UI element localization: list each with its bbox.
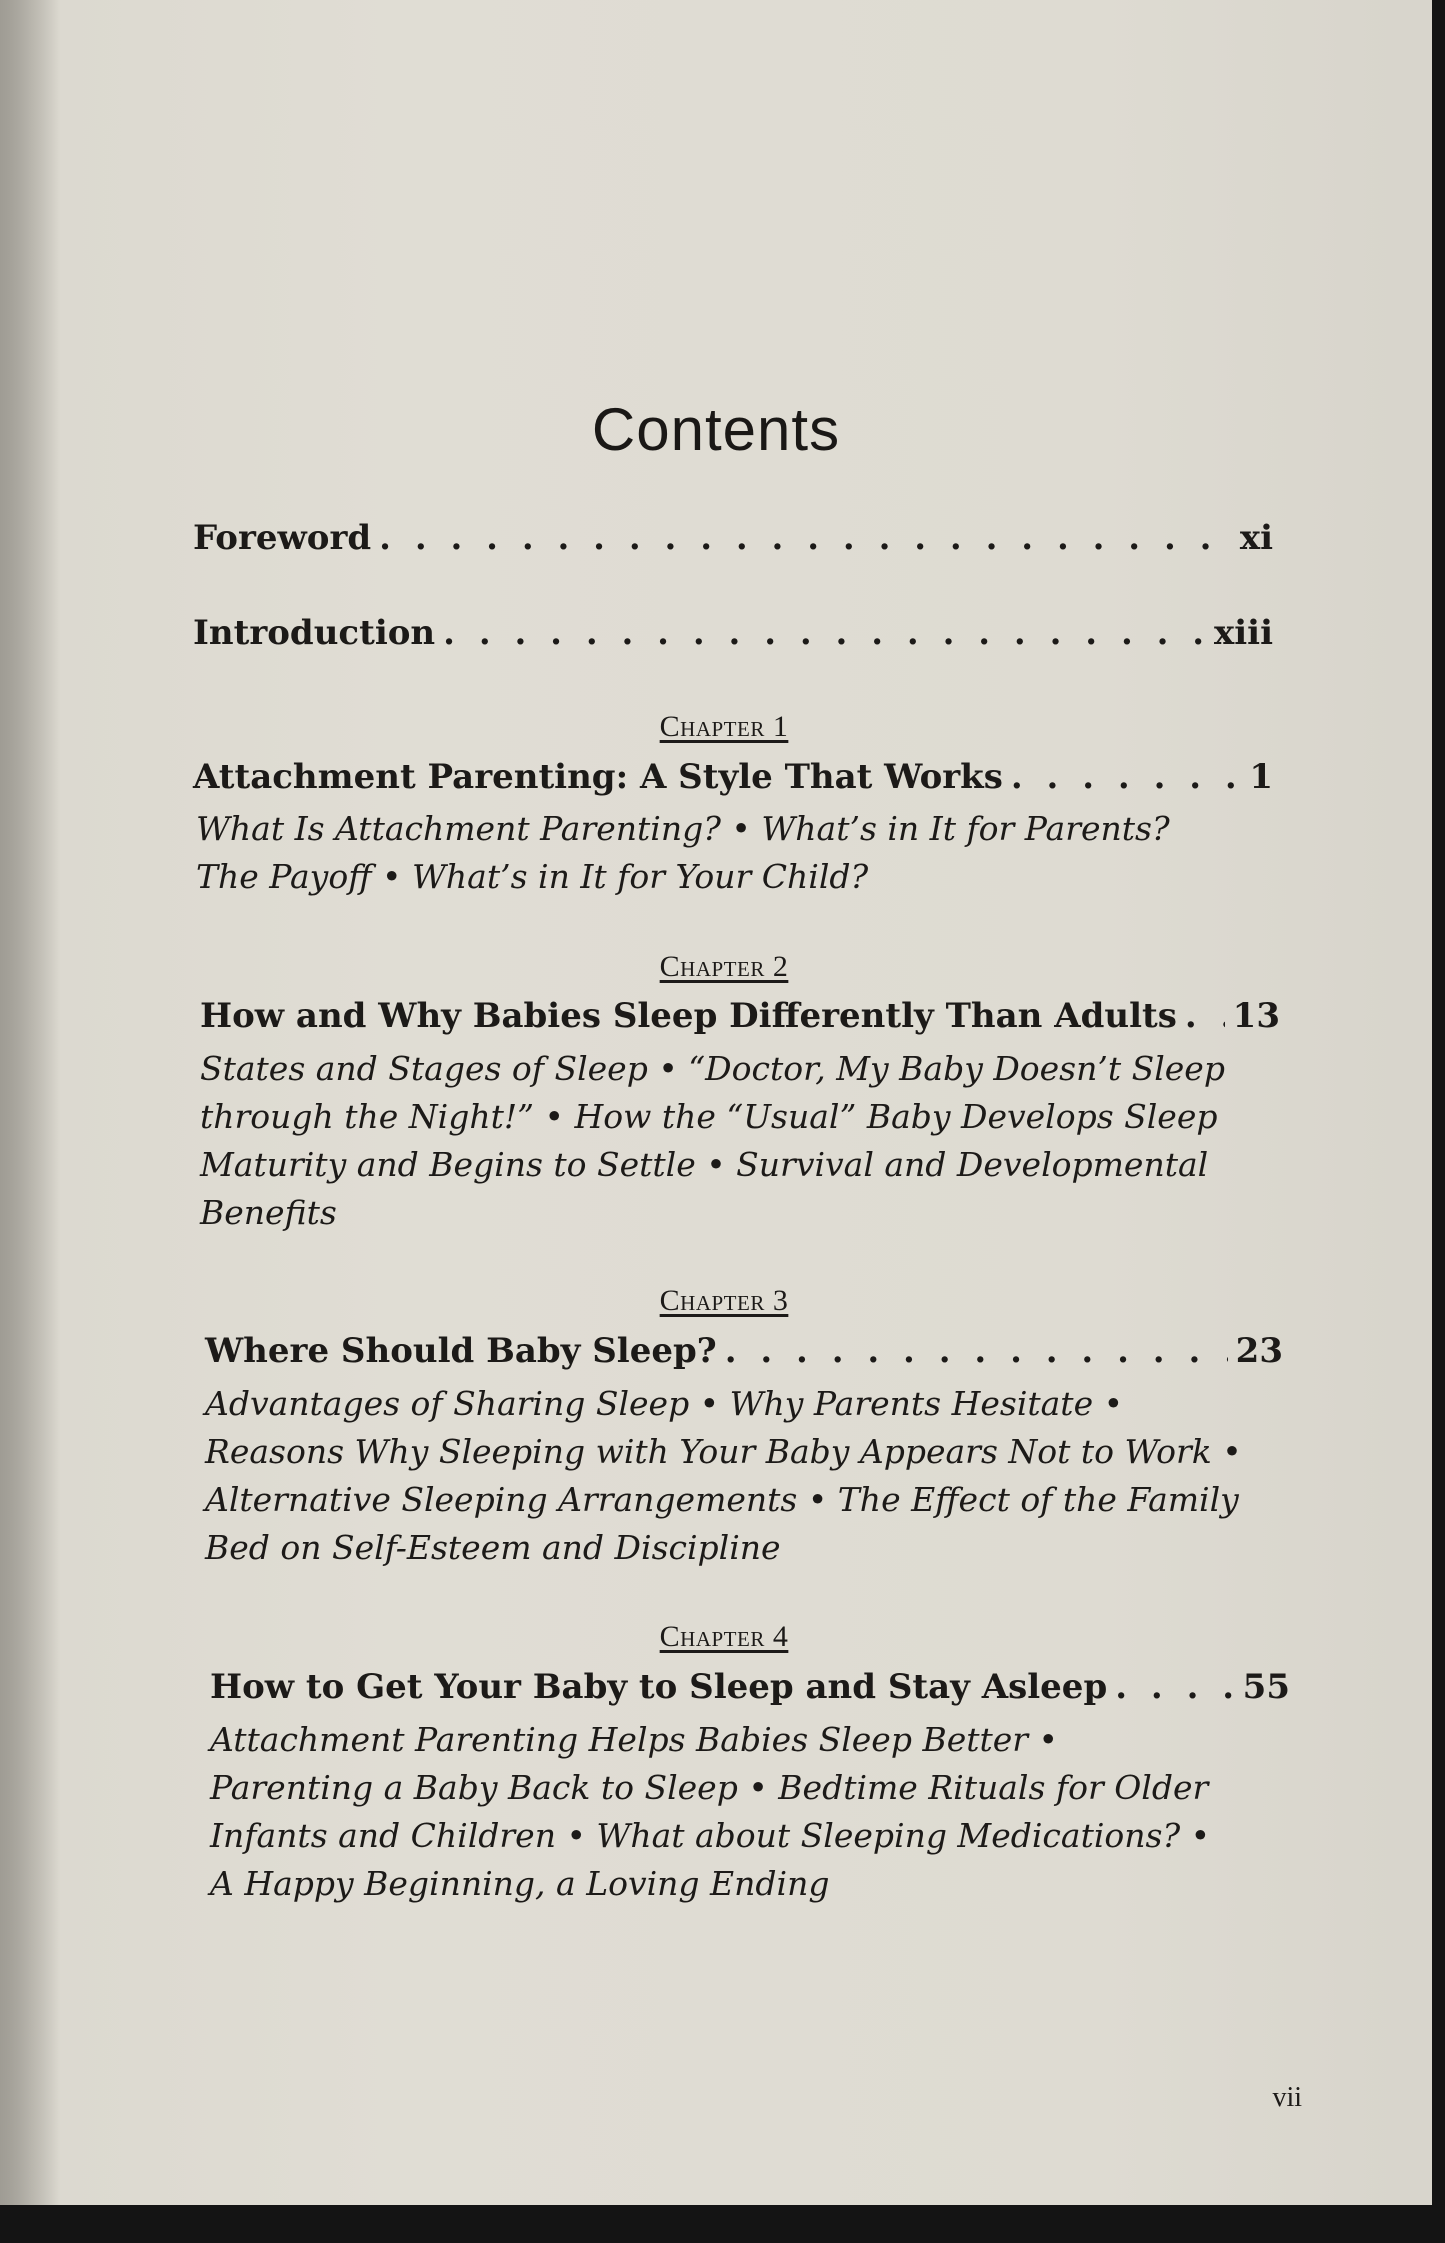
dot-leader: [443, 613, 1206, 653]
page-title: Contents: [591, 396, 841, 463]
entry-page-number: 23: [1235, 1331, 1283, 1371]
entry-label: Foreword: [193, 518, 372, 558]
subtopic-line: Benefits: [200, 1193, 337, 1232]
subtopic-line: Attachment Parenting Helps Babies Sleep Better •: [210, 1720, 1059, 1759]
chapter-subtopics: [200, 1045, 1280, 1237]
chapter-subtopics: [205, 1380, 1285, 1572]
chapter-title: Where Should Baby Sleep?: [205, 1331, 717, 1371]
subtopic-line: Advantages of Sharing Sleep • Why Parents Hesitate •: [205, 1384, 1124, 1423]
toc-entry-chapter-3[interactable]: [205, 1331, 1283, 1371]
entry-page-number: xiii: [1213, 613, 1273, 653]
entry-label: Introduction: [193, 613, 436, 653]
dot-leader: [1115, 1667, 1234, 1707]
subtopic-line: Maturity and Begins to Settle • Survival and Developmental: [200, 1145, 1209, 1184]
toc-entry-chapter-1[interactable]: [193, 757, 1273, 797]
subtopic-line: Parenting a Baby Back to Sleep • Bedtime Rituals for Older: [210, 1768, 1209, 1807]
dot-leader: [1185, 996, 1225, 1036]
subtopic-line: Reasons Why Sleeping with Your Baby Appears Not to Work •: [205, 1432, 1242, 1471]
chapter-label: Chapter 4: [659, 1620, 789, 1653]
dot-leader: [379, 518, 1232, 558]
chapter-label: Chapter 1: [659, 710, 789, 743]
page-number: vii: [1272, 2082, 1302, 2113]
chapter-subtopics: [196, 805, 1276, 901]
toc-entry-chapter-2[interactable]: [200, 996, 1280, 1036]
subtopic-line: Alternative Sleeping Arrangements • The Effect of the Family: [205, 1480, 1239, 1519]
chapter-title: How and Why Babies Sleep Differently Than Adults: [200, 996, 1177, 1036]
subtopic-line: The Payoff • What’s in It for Your Child?: [196, 857, 869, 896]
subtopic-line: A Happy Beginning, a Loving Ending: [210, 1864, 830, 1903]
entry-page-number: 55: [1242, 1667, 1290, 1707]
subtopic-line: through the Night!” • How the “Usual” Baby Develops Sleep: [200, 1097, 1218, 1136]
chapter-subtopics: [210, 1716, 1290, 1908]
entry-page-number: xi: [1239, 518, 1273, 558]
toc-entry-chapter-4[interactable]: [210, 1667, 1290, 1707]
chapter-label: Chapter 3: [659, 1284, 789, 1317]
dot-leader: [725, 1331, 1228, 1371]
entry-page-number: 1: [1249, 757, 1273, 797]
subtopic-line: What Is Attachment Parenting? • What’s in It for Parents?: [196, 809, 1170, 848]
toc-entry-introduction[interactable]: [193, 613, 1273, 653]
gutter-shadow: [0, 0, 60, 2205]
entry-page-number: 13: [1232, 996, 1280, 1036]
chapter-label: Chapter 2: [659, 950, 789, 983]
subtopic-line: States and Stages of Sleep • “Doctor, My Baby Doesn’t Sleep: [200, 1049, 1225, 1088]
chapter-title: Attachment Parenting: A Style That Works: [193, 757, 1003, 797]
toc-entry-foreword[interactable]: [193, 518, 1273, 558]
chapter-title: How to Get Your Baby to Sleep and Stay Asleep: [210, 1667, 1108, 1707]
dot-leader: [1011, 757, 1241, 797]
subtopic-line: Infants and Children • What about Sleeping Medications? •: [210, 1816, 1211, 1855]
subtopic-line: Bed on Self-Esteem and Discipline: [205, 1528, 781, 1567]
